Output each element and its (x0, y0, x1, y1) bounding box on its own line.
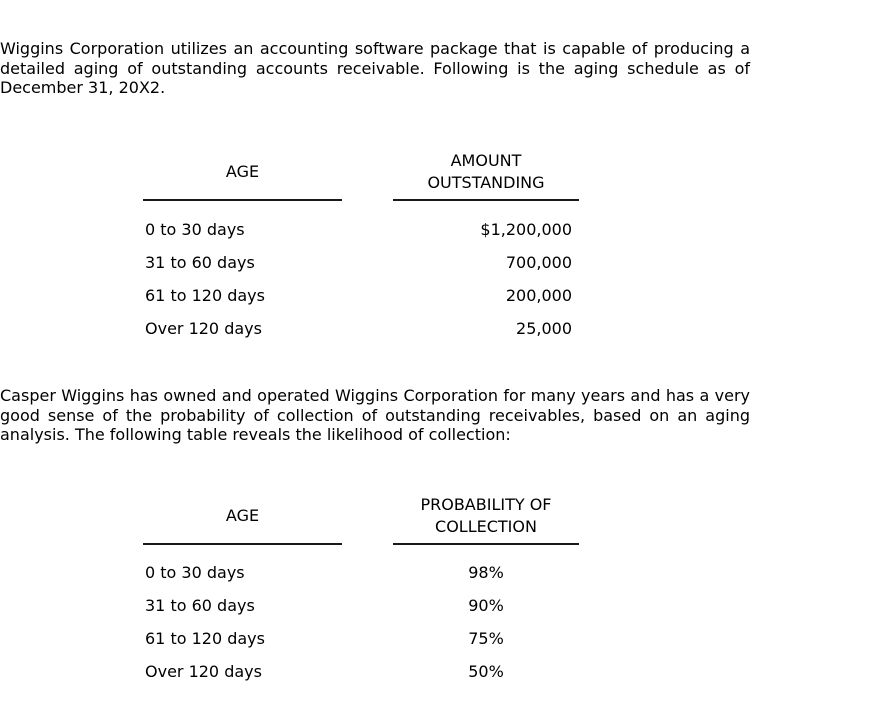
probability-header-underline (393, 543, 579, 545)
age-cell: 31 to 60 days (145, 596, 255, 615)
probability-column-header (393, 494, 579, 538)
probability-cell: 75% (468, 629, 504, 648)
age-cell: 31 to 60 days (145, 253, 255, 272)
table-row (0, 661, 892, 683)
amount-header-line2: OUTSTANDING (427, 173, 545, 192)
table-row (0, 285, 892, 307)
table-row (0, 628, 892, 650)
table-row (0, 562, 892, 584)
age-cell: 0 to 30 days (145, 563, 245, 582)
amount-cell: 700,000 (505, 253, 572, 272)
probability-header-line2: COLLECTION (435, 517, 537, 536)
probability-cell: 98% (468, 563, 504, 582)
probability-header-line1: PROBABILITY OF (420, 495, 552, 514)
age-column-header: AGE (225, 506, 260, 525)
amount-header-line1: AMOUNT (450, 151, 522, 170)
table-row (0, 595, 892, 617)
second-paragraph: Casper Wiggins has owned and operated Wiggins Corporation for many years and has a very good sense of the probability of collection of outstanding receivables, based on an aging analysis. The following table reveals the likelihood of collection: (0, 386, 750, 444)
age-cell: 61 to 120 days (145, 629, 265, 648)
age-cell: Over 120 days (145, 662, 262, 681)
age-header-underline (143, 199, 342, 201)
intro-paragraph: Wiggins Corporation utilizes an accounting software package that is capable of producing a detailed aging of outstanding accounts receivable. Following is the aging schedule as of December 31, 20X2. (0, 39, 750, 97)
table-row (0, 318, 892, 340)
age-cell: 0 to 30 days (145, 220, 245, 239)
probability-cell: 50% (468, 662, 504, 681)
age-column-header: AGE (225, 162, 260, 181)
age-cell: 61 to 120 days (145, 286, 265, 305)
amount-outstanding-column-header (393, 150, 579, 194)
amount-cell: 25,000 (516, 319, 572, 338)
amount-cell: $1,200,000 (480, 220, 572, 239)
table-row (0, 219, 892, 241)
amount-cell: 200,000 (505, 286, 572, 305)
amount-header-underline (393, 199, 579, 201)
age-cell: Over 120 days (145, 319, 262, 338)
probability-cell: 90% (468, 596, 504, 615)
age-header-underline (143, 543, 342, 545)
table-row (0, 252, 892, 274)
